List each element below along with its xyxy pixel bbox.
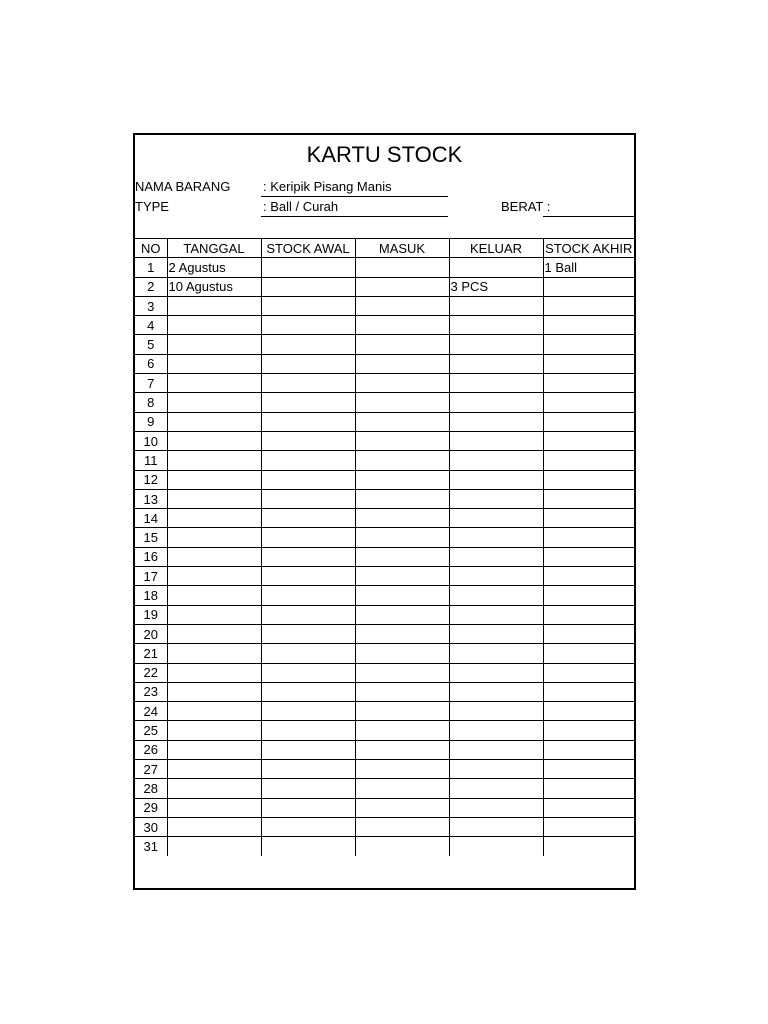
table-cell-masuk [355, 663, 449, 682]
table-cell-tanggal [167, 431, 261, 450]
table-cell-keluar [449, 605, 543, 624]
table-cell-stock-awal [261, 837, 355, 856]
table-cell-tanggal [167, 528, 261, 547]
table-cell-stock-awal [261, 624, 355, 643]
table-row [135, 721, 634, 740]
table-cell-tanggal: 2 Agustus [167, 258, 261, 277]
table-cell-stock-akhir [543, 528, 634, 547]
table-cell-masuk [355, 451, 449, 470]
table-cell-tanggal [167, 509, 261, 528]
table-cell-tanggal [167, 412, 261, 431]
table-cell-masuk [355, 702, 449, 721]
table-cell-masuk [355, 412, 449, 431]
card-title: KARTU STOCK [306, 142, 463, 167]
table-cell-stock-awal [261, 567, 355, 586]
table-cell-tanggal [167, 316, 261, 335]
table-cell-no: 4 [135, 316, 167, 335]
table-row [135, 258, 634, 277]
nama-barang-underline [261, 196, 448, 197]
table-cell-keluar [449, 644, 543, 663]
table-cell-tanggal: 10 Agustus [167, 277, 261, 296]
table-cell-masuk [355, 335, 449, 354]
table-cell-stock-awal [261, 779, 355, 798]
table-row [135, 624, 634, 643]
stock-table [135, 238, 634, 856]
table-cell-stock-awal [261, 393, 355, 412]
table-cell-masuk [355, 740, 449, 759]
table-cell-stock-awal [261, 760, 355, 779]
table-cell-tanggal [167, 682, 261, 701]
table-cell-masuk [355, 644, 449, 663]
type-label: TYPE [135, 199, 169, 214]
table-cell-keluar [449, 470, 543, 489]
table-cell-stock-akhir [543, 721, 634, 740]
table-cell-keluar [449, 586, 543, 605]
table-cell-stock-akhir [543, 547, 634, 566]
table-cell-keluar [449, 393, 543, 412]
column-header-masuk: MASUK [355, 239, 449, 258]
table-cell-stock-akhir [543, 702, 634, 721]
table-cell-stock-awal [261, 702, 355, 721]
table-cell-stock-awal [261, 277, 355, 296]
table-cell-no: 1 [135, 258, 167, 277]
table-cell-tanggal [167, 760, 261, 779]
table-row [135, 702, 634, 721]
table-cell-keluar [449, 528, 543, 547]
table-row [135, 798, 634, 817]
table-cell-no: 26 [135, 740, 167, 759]
table-cell-masuk [355, 624, 449, 643]
table-cell-tanggal [167, 354, 261, 373]
table-cell-no: 3 [135, 296, 167, 315]
table-cell-stock-akhir [543, 354, 634, 373]
table-row [135, 779, 634, 798]
table-cell-masuk [355, 605, 449, 624]
table-cell-stock-akhir [543, 277, 634, 296]
table-row [135, 547, 634, 566]
table-cell-masuk [355, 798, 449, 817]
table-cell-keluar [449, 567, 543, 586]
table-cell-keluar: 3 PCS [449, 277, 543, 296]
table-cell-stock-awal [261, 335, 355, 354]
table-cell-stock-akhir [543, 817, 634, 836]
table-cell-tanggal [167, 451, 261, 470]
table-row [135, 296, 634, 315]
table-cell-masuk [355, 316, 449, 335]
table-cell-tanggal [167, 605, 261, 624]
table-cell-masuk [355, 489, 449, 508]
table-cell-stock-awal [261, 682, 355, 701]
table-cell-stock-awal [261, 644, 355, 663]
table-cell-stock-akhir [543, 586, 634, 605]
table-cell-stock-awal [261, 509, 355, 528]
table-cell-keluar [449, 760, 543, 779]
table-cell-masuk [355, 354, 449, 373]
table-cell-keluar [449, 663, 543, 682]
table-cell-tanggal [167, 837, 261, 856]
column-header-tanggal: TANGGAL [167, 239, 261, 258]
table-cell-stock-akhir [543, 509, 634, 528]
table-cell-masuk [355, 277, 449, 296]
table-cell-masuk [355, 296, 449, 315]
table-cell-no: 15 [135, 528, 167, 547]
table-cell-no: 20 [135, 624, 167, 643]
table-cell-no: 22 [135, 663, 167, 682]
table-cell-no: 14 [135, 509, 167, 528]
table-cell-masuk [355, 779, 449, 798]
table-cell-no: 2 [135, 277, 167, 296]
table-cell-masuk [355, 509, 449, 528]
table-cell-masuk [355, 374, 449, 393]
table-cell-masuk [355, 817, 449, 836]
table-row [135, 354, 634, 373]
table-cell-stock-akhir [543, 374, 634, 393]
table-cell-tanggal [167, 798, 261, 817]
table-row [135, 682, 634, 701]
table-cell-tanggal [167, 374, 261, 393]
table-cell-keluar [449, 779, 543, 798]
table-cell-stock-akhir [543, 296, 634, 315]
table-row [135, 393, 634, 412]
table-cell-keluar [449, 431, 543, 450]
table-cell-stock-akhir [543, 837, 634, 856]
berat-underline [543, 216, 634, 217]
table-cell-no: 28 [135, 779, 167, 798]
table-cell-no: 13 [135, 489, 167, 508]
table-row [135, 663, 634, 682]
stock-card [133, 133, 636, 890]
column-header-stock-awal: STOCK AWAL [261, 239, 355, 258]
table-cell-keluar [449, 837, 543, 856]
table-row [135, 567, 634, 586]
table-cell-masuk [355, 721, 449, 740]
table-row [135, 277, 634, 296]
table-cell-tanggal [167, 547, 261, 566]
table-cell-no: 29 [135, 798, 167, 817]
table-cell-keluar [449, 354, 543, 373]
table-cell-stock-awal [261, 412, 355, 431]
table-row [135, 509, 634, 528]
table-cell-tanggal [167, 586, 261, 605]
table-cell-no: 30 [135, 817, 167, 836]
column-header-keluar: KELUAR [449, 239, 543, 258]
table-cell-stock-akhir [543, 316, 634, 335]
table-cell-keluar [449, 682, 543, 701]
table-cell-stock-akhir [543, 624, 634, 643]
table-cell-keluar [449, 296, 543, 315]
table-row [135, 431, 634, 450]
table-cell-stock-awal [261, 740, 355, 759]
table-cell-masuk [355, 393, 449, 412]
table-cell-keluar [449, 335, 543, 354]
table-cell-masuk [355, 431, 449, 450]
table-cell-stock-akhir [543, 451, 634, 470]
table-cell-stock-awal [261, 528, 355, 547]
table-header-row [135, 239, 634, 258]
table-cell-keluar [449, 817, 543, 836]
table-row [135, 528, 634, 547]
table-cell-stock-awal [261, 296, 355, 315]
table-cell-tanggal [167, 702, 261, 721]
table-cell-no: 18 [135, 586, 167, 605]
table-cell-stock-awal [261, 316, 355, 335]
table-cell-masuk [355, 682, 449, 701]
table-row [135, 760, 634, 779]
table-cell-no: 9 [135, 412, 167, 431]
table-cell-stock-awal [261, 451, 355, 470]
table-cell-no: 23 [135, 682, 167, 701]
table-cell-keluar [449, 316, 543, 335]
table-row [135, 335, 634, 354]
table-cell-keluar [449, 702, 543, 721]
table-cell-tanggal [167, 779, 261, 798]
table-cell-stock-awal [261, 354, 355, 373]
table-body [135, 258, 634, 856]
table-cell-keluar [449, 547, 543, 566]
table-row [135, 605, 634, 624]
column-header-stock-akhir: STOCK AKHIR [543, 239, 634, 258]
table-cell-no: 31 [135, 837, 167, 856]
table-cell-no: 11 [135, 451, 167, 470]
table-cell-stock-akhir [543, 393, 634, 412]
table-cell-no: 27 [135, 760, 167, 779]
table-cell-tanggal [167, 624, 261, 643]
table-cell-stock-akhir [543, 567, 634, 586]
table-row [135, 740, 634, 759]
table-cell-no: 8 [135, 393, 167, 412]
type-value: : Ball / Curah [263, 199, 339, 214]
table-cell-keluar [449, 624, 543, 643]
table-row [135, 837, 634, 856]
table-cell-stock-akhir [543, 740, 634, 759]
table-cell-no: 6 [135, 354, 167, 373]
table-cell-stock-awal [261, 721, 355, 740]
table-cell-no: 21 [135, 644, 167, 663]
table-cell-masuk [355, 586, 449, 605]
table-cell-tanggal [167, 663, 261, 682]
table-row [135, 316, 634, 335]
table-cell-no: 5 [135, 335, 167, 354]
table-cell-stock-awal [261, 663, 355, 682]
table-cell-masuk [355, 760, 449, 779]
table-cell-stock-awal [261, 586, 355, 605]
table-cell-no: 17 [135, 567, 167, 586]
table-cell-stock-akhir [543, 779, 634, 798]
table-row [135, 644, 634, 663]
table-row [135, 470, 634, 489]
table-cell-no: 12 [135, 470, 167, 489]
table-cell-tanggal [167, 817, 261, 836]
table-cell-tanggal [167, 489, 261, 508]
table-cell-no: 10 [135, 431, 167, 450]
table-cell-stock-akhir [543, 682, 634, 701]
table-cell-keluar [449, 258, 543, 277]
table-row [135, 817, 634, 836]
table-cell-keluar [449, 798, 543, 817]
table-row [135, 489, 634, 508]
table-cell-keluar [449, 740, 543, 759]
table-cell-stock-akhir [543, 489, 634, 508]
table-cell-stock-akhir [543, 431, 634, 450]
table-cell-tanggal [167, 335, 261, 354]
table-cell-stock-awal [261, 470, 355, 489]
table-cell-stock-awal [261, 605, 355, 624]
table-cell-masuk [355, 547, 449, 566]
table-cell-stock-akhir [543, 335, 634, 354]
table-cell-masuk [355, 528, 449, 547]
table-row [135, 586, 634, 605]
table-cell-stock-awal [261, 258, 355, 277]
table-cell-no: 16 [135, 547, 167, 566]
table-cell-tanggal [167, 644, 261, 663]
table-cell-stock-akhir [543, 470, 634, 489]
table-row [135, 451, 634, 470]
table-cell-stock-awal [261, 374, 355, 393]
table-cell-no: 7 [135, 374, 167, 393]
berat-label: BERAT : [501, 199, 551, 214]
table-cell-stock-akhir [543, 412, 634, 431]
table-row [135, 374, 634, 393]
table-cell-masuk [355, 567, 449, 586]
table-cell-stock-akhir [543, 644, 634, 663]
column-header-no: NO [135, 239, 167, 258]
table-cell-keluar [449, 412, 543, 431]
table-cell-tanggal [167, 721, 261, 740]
table-cell-keluar [449, 374, 543, 393]
table-cell-keluar [449, 721, 543, 740]
table-cell-no: 24 [135, 702, 167, 721]
table-cell-no: 25 [135, 721, 167, 740]
table-cell-stock-awal [261, 547, 355, 566]
table-cell-tanggal [167, 567, 261, 586]
nama-barang-value: : Keripik Pisang Manis [263, 179, 392, 194]
table-row [135, 412, 634, 431]
table-cell-no: 19 [135, 605, 167, 624]
type-underline [261, 216, 448, 217]
table-cell-masuk [355, 258, 449, 277]
table-cell-keluar [449, 509, 543, 528]
table-cell-tanggal [167, 296, 261, 315]
table-cell-stock-akhir [543, 798, 634, 817]
table-cell-stock-akhir [543, 760, 634, 779]
table-cell-stock-awal [261, 817, 355, 836]
table-cell-stock-akhir [543, 605, 634, 624]
table-cell-stock-akhir: 1 Ball [543, 258, 634, 277]
table-cell-keluar [449, 451, 543, 470]
table-cell-masuk [355, 470, 449, 489]
table-cell-keluar [449, 489, 543, 508]
table-cell-tanggal [167, 470, 261, 489]
table-cell-stock-awal [261, 798, 355, 817]
table-cell-stock-awal [261, 431, 355, 450]
table-cell-stock-awal [261, 489, 355, 508]
nama-barang-label: NAMA BARANG [135, 179, 231, 194]
table-cell-tanggal [167, 740, 261, 759]
table-cell-stock-akhir [543, 663, 634, 682]
table-cell-tanggal [167, 393, 261, 412]
table-cell-masuk [355, 837, 449, 856]
